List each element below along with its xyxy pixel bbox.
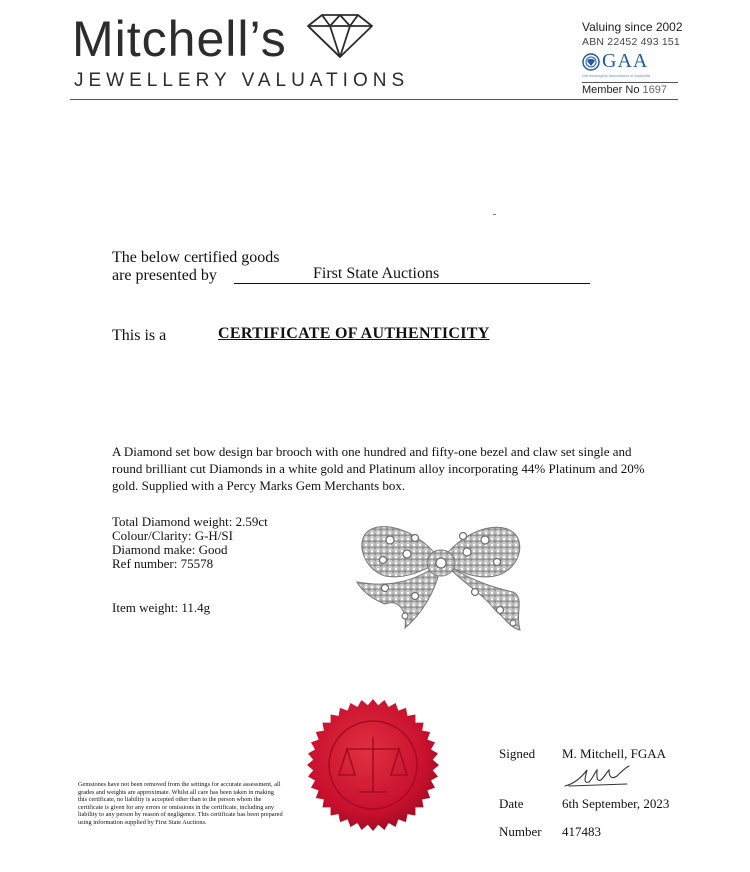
colour-clarity: Colour/Clarity: G-H/SI bbox=[112, 528, 233, 543]
member-number bbox=[582, 84, 667, 96]
number-label: Number bbox=[499, 824, 542, 839]
member-value: 1697 bbox=[642, 84, 668, 96]
scan-speck bbox=[493, 214, 496, 215]
valuing-since: Valuing since 2002 bbox=[582, 20, 683, 34]
date-label: Date bbox=[499, 796, 524, 811]
gaa-subtitle: Gemmological Association of Australia bbox=[582, 73, 650, 78]
gaa-label: GAA bbox=[602, 50, 649, 72]
presenter-underline bbox=[234, 283, 590, 284]
brand-logo-text: Mitchell’s bbox=[72, 11, 287, 67]
member-divider bbox=[582, 82, 678, 83]
diamond-make: Diamond make: Good bbox=[112, 542, 228, 557]
presented-by-label: are presented by bbox=[112, 267, 217, 284]
certificate-number: 417483 bbox=[562, 824, 601, 839]
certificate-title: CERTIFICATE OF AUTHENTICITY bbox=[218, 325, 490, 342]
signed-label: Signed bbox=[499, 746, 536, 761]
disclaimer-text: Gemstones have not been removed from the settings for accurate assessment, all grades and weights are approximate. Whilst all care has been taken in making this certificate, no liability is accepted other than to the person whom the certificate is given for any errors or omissions in the certificate, including any liability to any person by reason of negligence. This certificate has been prepared using information supplied by First State Auctions. bbox=[78, 781, 283, 826]
item-weight: Item weight: 11.4g bbox=[112, 600, 211, 615]
tagline: JEWELLERY VALUATIONS bbox=[74, 70, 410, 91]
header-divider bbox=[70, 99, 678, 100]
date-value: 6th September, 2023 bbox=[562, 796, 670, 811]
gaa-emblem-icon bbox=[582, 53, 600, 71]
item-description: A Diamond set bow design bar brooch with one hundred and fifty-one bezel and claw set single and round brilliant cut Diamonds in a white gold and Platinum alloy incorporating 44% Platinum and 20% gold. Supplied with a Percy Marks Gem Merchants box. bbox=[112, 444, 645, 493]
brooch-photo bbox=[345, 518, 535, 643]
ref-number: Ref number: 75578 bbox=[112, 556, 214, 571]
abn-number: ABN 22452 493 151 bbox=[582, 36, 680, 48]
handwritten-signature bbox=[563, 764, 633, 790]
certified-goods-text: The below certified goods bbox=[112, 249, 280, 266]
this-is-label: This is a bbox=[112, 327, 167, 344]
presenter-name: First State Auctions bbox=[313, 265, 440, 282]
gaa-logo bbox=[582, 50, 682, 79]
signed-value: M. Mitchell, FGAA bbox=[562, 746, 666, 761]
wax-seal-icon bbox=[305, 697, 441, 833]
member-label: Member No bbox=[582, 84, 640, 96]
total-diamond-weight: Total Diamond weight: 2.59ct bbox=[112, 514, 268, 529]
diamond-logo-icon bbox=[300, 12, 378, 60]
